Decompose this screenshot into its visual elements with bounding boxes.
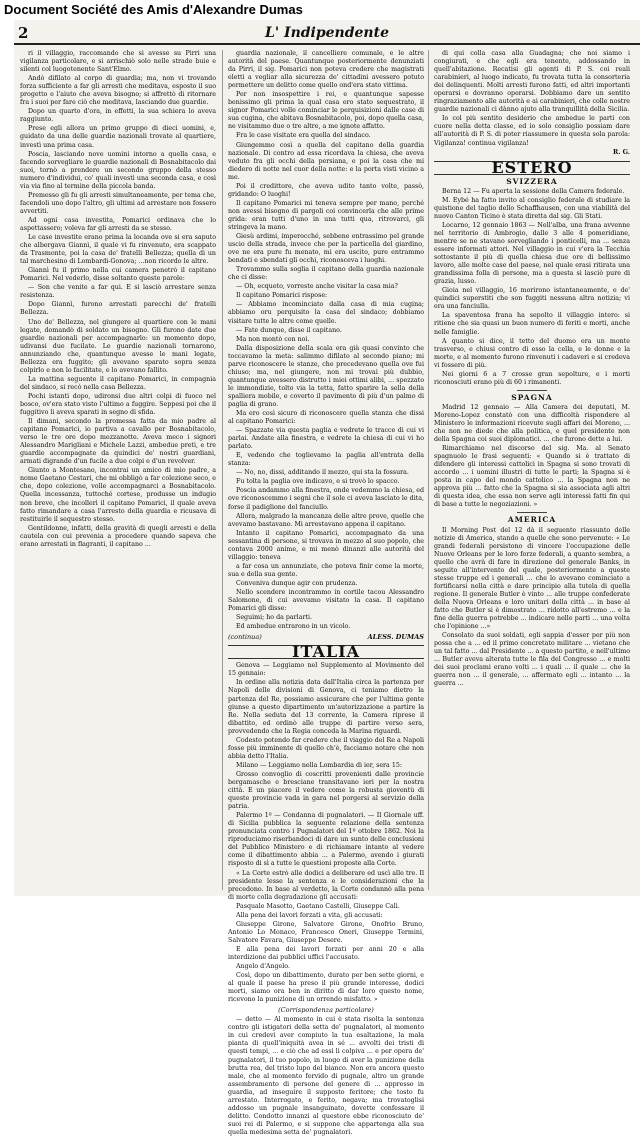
america-news	[434, 527, 630, 689]
section-heading-estero: ESTERO	[434, 161, 630, 175]
paragraph: Prese egli allora un primo gruppo di dieci uomini, e, guidato da una delle guardie nazionali trovate al quartiere, investì una prima casa.	[20, 125, 216, 149]
paragraph: Seguimi; ho da parlarti.	[236, 614, 313, 622]
paragraph: Dopo Giannì, furono arrestati parecchi de' fratelli Bellezza.	[20, 301, 216, 317]
paragraph: Berna 12 — Fu aperta la sessione della Camera federale.	[442, 187, 625, 195]
paragraph: Milano — Leggiamo nella Lombardia di ier, sera 15:	[236, 761, 402, 769]
feuilleton-continued	[228, 50, 424, 562]
newspaper-title: L' Indipendente	[265, 25, 389, 41]
feuilleton-tail	[228, 563, 424, 631]
paragraph: Fu tolta la paglia ove indicavo, e si trovò lo spacco.	[236, 478, 400, 486]
spagna-news	[434, 404, 630, 510]
paragraph: Ma non montò con noi.	[236, 335, 310, 343]
paragraph: Giuseppe Girone, Salvatore Girone, Onofrio Bruno, Antonio Lo Monaco, Francesco Oneri, Giuseppe Termini, Salvatore Favara, Giuseppe Desere.	[228, 920, 424, 944]
column-3	[434, 50, 630, 890]
paragraph: Ma ero così sicuro di riconoscere quella stanza che dissi al capitano Pomarici:	[228, 410, 424, 426]
paragraph: Poi il credittore, che aveva udito tanto volte, passò, gridando: O luoghi!	[228, 182, 424, 198]
paragraph: Trovammo sulla soglia il capitano della guardia nazionale che ci disse:	[228, 266, 424, 282]
paragraph: Così, dopo un dibattimento, durato per ben sette giorni, e al quale il paese ha preso il più grande interesse, dodici morti, siamo ora ben in diritto di dar loro questo nome, ricevono la punizione di un orrendo misfatto. »	[228, 972, 424, 1004]
page-header	[14, 22, 640, 44]
paragraph: Nei giorni 6 a 7 crosse gran sepolture, e i morti riconosciuti erano più di 60 i rimanenti.	[434, 370, 630, 386]
paragraph: guardia nazionale, il cancelliere comunale, e le altre autorità del paese. Quantunque posteriormente denunziati da Pirri, il sig. Pomarici non poteva credere che magistrati eletti a vegliar alla sicurezza de' cittadini avessero potuto permettere un delitto come quello ond'era stato vittima.	[228, 50, 424, 90]
correspondence-heading: (Corrispondenza particolare)	[278, 1006, 374, 1015]
paragraph: Gioia nel villaggio, 16 morirono istantaneamente, e de' quindici superstiti che son fuggiti nessuna altra notizia; vi era una fanciulla.	[434, 287, 630, 311]
paragraph: Il capitano Pomarici mi teneva sempre per mano, perché non avessi bisogno di pargoli coi convincerla che alle prime grida: eran tutti d'uno in una tutti qua, ritrovarci, gli stringeva la mano.	[228, 199, 424, 231]
paragraph: — Oh, ecqueto, vorreste anche visitar la casa mia?	[236, 283, 398, 291]
paragraph: Poscia, lasciando nove uomini intorno a quella casa, e facendo sorvegliare le guardie nazionali di Bosnabitacolo dai suoi, tornò a prendere un secondo gruppo della stesso numero d'individui, co' quali investì una seconda casa, e così via via fino al termine della piccola banda.	[20, 150, 216, 190]
paragraph: Il dimani, secondo la promessa fatta da mio padre al capitano Pomarici, io partiva a cavallo per Bosnabitacolo, verso le tre ore dopo mezzanotte. Aveva meco i signori Alessandro Marigliani e Michele Lazzi, ambedue preti, e tre guardie accompagnate da quindici de' nostri guardiani, armati digrande d'un fucile a due colpi e d'un revolver.	[20, 418, 216, 466]
paragraph: Io col più sentito desiderio che ambedue le parti con cuore nella detta classe, ed io solo consiglio possiam dare all'autorità di P. S. di poter riassumere in questa sola parola: Vigilanza! continua vigilanza!	[434, 115, 630, 147]
paragraph: Gentildonne, infatti, della gravità di quegli arresti e della cautela con cui prevenia a procedere quando sapeva che erano arrestati in flagranti, il capitano ...	[20, 524, 216, 548]
paragraph: Giannì fu il primo nella cui camera penetrò il capitano Pomarici. Nel vederlo, disse soltanto queste parole:	[20, 267, 216, 283]
paragraph: Rimarchiamo nel discorso del sig. Ma. al Senato spagnuolo le frasi seguenti: « Quando si è trattato di difendere gli interessi cattolici in Spagna si sono trovati di accordo ... i uomini illustri di tutte le parti; la Spagna si è posta in capo del mondo cattolico ... la Spagna non ne approva più ... fatto che la Spagna si sia associata agli altri di questa idea, che essa non serve agli interessi fatti fin qui di base a tutte le negoziazioni. »	[434, 445, 630, 509]
paragraph: Per non insospettire i rei, e quantunque sapesse benissimo gli prima la qual casa ero stato sequestrato, il signor Pomarici volle cominciar le perquisizioni dalle case di sua cugina, che abitava Bosnabitacolo, poi, dopo quella casa, ne visitammo due o tre altre, a me ignote affatto.	[228, 91, 424, 131]
feuilleton-signature	[228, 633, 424, 641]
paragraph: Madrid 12 gennaio — Alla Camera dei deputati, M. Moreno-Lopez constatò con una difficoltà rispondere al Ministero le informazioni ricevute sugli affari dei Moreno, ... che non ne diede che alla politica, e quel presidente non della Spagna coi suoi diplomatici. ... che furono dette a lui.	[434, 403, 630, 444]
subheading-america: AMERICA	[507, 515, 557, 525]
paragraph: Giesù ardimi, imperocché, sebbene entrassimo pel grande uscio della strada, invece che per la particella del giardino, ove ne era pure fu menato, mi era uscito, pure entrammo bendati e sbendati gli occhi, riconosceva i luoghi.	[228, 233, 424, 265]
italia-signature: R. G.	[613, 148, 630, 156]
watermark-text: Document Société des Amis d'Alexandre Dumas	[4, 2, 303, 17]
paragraph: Andò difilato al corpo di guardia; ma, non vi trovando forza sufficiente a far gli arresti che meditava, esposto il suo progetto e l'aiuto che aveva bisogno; si affrettò di ritornare fra i suoi per fare ciò che meditava, lasciando due guardie.	[20, 75, 216, 107]
section-heading-italia: ITALIA	[228, 645, 424, 659]
paragraph: La mattina seguente il capitano Pomarici, in compagnia del sindaco, si recò nella casa Bellezza.	[20, 375, 216, 391]
paragraph: Palermo 1º — Condanna di pugnalatori. — Il Giornale uff. di Sicilia pubblica la seguente relazione della sentenza pronunciata contro i Pugnalatori del 1º ottobre 1862. Noi la riproduciamo riserbandoci di dare un sunto delle conclusioni del Pubblico Ministero e di richiamare intanto al vedere come il dibattimento abbia ... a Palermo, avendo i giurati risposto di sì a tutte le questioni proposte alla Corte.	[228, 812, 424, 868]
paragraph: Pasquale Masotto, Gaetano Castelli, Giuseppe Calì.	[236, 902, 400, 910]
paragraph: « La Corte estrò alle dodici a deliberare ed uscì alle tre. Il presidente lesse la sentenza e le considerazioni che la precedono. In base al verdetto, la Corte condannò alla pena di morte colla degradazione gli accusati:	[228, 869, 424, 901]
paragraph: — Abbiamo incominciato dalla casa di mia cugina; abbiamo oru perquisito la casa del sindaco; dobbiamo visitare tutte le altre come quelle.	[228, 301, 424, 325]
paragraph: Ed ambedue entrarono in un vicolo.	[236, 623, 351, 631]
paragraph: Il Morning Post del 12 dà il seguente riassunto delle notizie di America, stando a quelle che sono pervenute: « Le grandi federali persistono di vincere l'occupazione delle Nuove Orleans per le loro forze federali, a quanto sembra, a quello che avrà di fare in direzione del generale Banks, in seguito all'intervento del quale, posteriormente a queste stesse truppe ed i generali ... che lo avevano cominciato a fortificarsi nella città e dare principio alla tutela di quella regione. Il generale Butler è vinto ... alle truppe confederate della Nuova Orleans e loro unitari della città ... in base al fatto che Butler si è dimostrato ... ridotto all'estremo ... e la fine della guerra potrebbe ... indicare nelle parti ... una volta che l'opinione ...»	[434, 526, 630, 631]
subheading-spagna: SPAGNA	[511, 392, 553, 402]
paragraph: a far cosa un annunziate, che poteva finir come la morte, sua e della sua gente.	[228, 562, 424, 578]
column-divider	[428, 50, 429, 890]
paragraph: — Son che venite a far qui. E si lasciò arrestare senza resistenza.	[20, 284, 216, 300]
paragraph: Grosso convoglio di coscritti provenienti dalle provincie bergamasche e bresciane transitavano ieri per la nostra città. E un piacere il vedere come la robusta gioventù di queste provincie vada in gara nel porgersi al servizio della patria.	[228, 770, 424, 811]
watermark-bar	[0, 0, 644, 22]
paragraph: Fra le case visitate era quella del sindaco.	[236, 132, 371, 140]
paragraph: Locarno, 12 gennaio 1863 — Nell'alba, una frana avvenne nel territorio di Ambrogio, dalle 3 alle 4 pomeridiane, mentre se ne stavano sorvegliando i ponticelli, ma ... senza essere informati attori. Nel villaggio in cui v'era la Tecchia sottostante il più di quella chiesa due ore di bellissimo lavoro, alle molte case del paese, nel quale erasi ritirata una grandissima folla di persone, ma a questa si lasciò pure di grazia, lusso.	[434, 221, 630, 286]
paragraph: Giungemmo così a quella del capitano della guardia nazionale. Di contro ad essa ricordava la chiesa, che aveva veduto fra gli occhi della persiana, e poi la casa che mi diedero di notte nel cuor della notte: e la porta visti vicino a me.	[228, 141, 424, 181]
paragraph: — detto — Al momento in cui è stata risolta la sentenza contro gli istigatori della setta de' pugnalatori, al momento in cui credevi aver compiuto la tua esaltazione, la mala pianta di quell'iniquità avea in sé ... avvolti dei tristi di questi tempi, ... e ciò che ad essi li colpiva ... e per opera de' pugnalatori, il tuo popolo, in luogo di aver la punizione della brutta rea, del tristo lupo del bianco. Non era ancora questo male, che al momento fervido di pugnale, altro un grande assembramento di persone del genere di ... appresso in guardia, ad inseguire il supposto feritore; che tosto fu arrestato. Interrogato, e ferito, negava; ma trovatoglisi addosso un pugnale insanguinato, dovette confessare il delitto. Condotto innanzi al questore ebbe riconosciuto de' suoi rei di Palermo, e si suppone che appartenga alla sua quella medesima setta de' pugnalatori.	[228, 1016, 424, 1136]
feuilleton-text	[20, 50, 216, 549]
paragraph: Giunto a Montesano, incontrai un amico di mio padre, a nome Gaetano Cestari, che mi obbligò a far colezione seco, e che, dopo colezione, volle accompagnarci a Bosnabitacolo. Quella incessanza, tuttoché cortese, produsse un indugio non breve, che incollerì il capitano Pomarici, il quale aveva fatto rimandare a casa l'arresto della guardia e ricusava di restituirle il sequestro stesso.	[20, 467, 216, 523]
paragraph: — Spazzate via questa paglia e vedrete le tracce di cui vi parlai. Andate alla finestra, e vedrete la chiesa di cui vi ho parlato.	[228, 427, 424, 451]
paragraph: — Fate dunque, disse il capitano.	[236, 326, 342, 334]
paragraph: Consolato da suoi soldati, egli sappia d'esser per più non possa che a ... ed il primo concretato militare ... vietano che un tal fatto ... dal Presidente ... a questo partito, e nell'ultimo ... Butler aveva alterata tutte le fila del Congresso ... e molti dei suoi proclami erano volti ... i quali ... il quale ... che la guerra non ... il generale, ... affermato egli ... intanto ... la guerra ...	[434, 632, 630, 688]
paragraph: Genova — Leggiamo nel Supplemento al Movimento del 15 gennaio:	[228, 662, 424, 678]
paragraph: Conveniva dunque agir con prudenza.	[236, 579, 358, 587]
correspondence-text	[228, 1016, 424, 1137]
paragraph: E alla pena dei lavori forzati per anni 20 e alla interdizione dai pubblici uffici l'accusato.	[228, 945, 424, 961]
paragraph: La spaventosa frana ha sepolto il villaggio intero: si ritiene che sia quasi un buon numero di feriti e morti, anche nelle famiglie.	[434, 312, 630, 336]
paragraph: Dopo un quarto d'ora, in effetti, la sua schiera lo aveva raggiunto.	[20, 108, 216, 124]
subheading-svizzera: SVIZZERA	[506, 176, 558, 186]
paragraph: Poscia andammo alla finestra, onde vedemmo la chiesa, ed ove riconoscemmo i segni che il sole ci aveva lasciato le dita, forse il padiglione del fanciullo.	[228, 487, 424, 511]
paragraph: E, vedendo che toglievamo la paglia all'entrata della stanza:	[228, 452, 424, 468]
paragraph: Intanto il capitano Pomarici, accompagnato da una sessantina di persone, si trovava in mezzo al suo popolo, che contava 2000 anime, e mi menò dinanzi alle autorità del villaggio: teneva	[228, 529, 424, 561]
paragraph: Uno de' Bellezza, nel giungere al quartiere con le mani legate, domandò di soldato un bisogno. Gli furono date due guardie nazionali per accompagnarlo: un momento dopo, udivansi due fucilate. Le guardie nazionali tornarono, annunziando che, quantunque avesse le mani legate, Bellezza era fuggito; gli avevano sparato sopra senza colpirlo e non lo facilitate, e lo avevano fallito.	[20, 318, 216, 374]
paragraph: di qui colla casa alla Guadagna; che noi siamo i congiurati, e che egli era tenente, addossando in quell'abitazione. Recatisi gli agenti di P. S. coi reali carabinieri, al luogo indicato, fu trovata tutta la consorteria dei delinquenti. Molti arresti furono fatti, ed altri importanti operarsi e dovranno operarsi. Dobbiamo dare un sentito ringraziamento alle autorità e ai carabinieri, che colle nostre guardie nazionali ci dànno ajuto alla tranquillità della Sicilia.	[434, 50, 630, 114]
page-number: 2	[18, 24, 29, 42]
paragraph: M. Eybé ha fatto invito al consiglio federale di studiare la quistione del taglio dello Schaffhausen, con una viabilità del nuovo Canton Ticino è stata diretta dal sig. Gli Stati.	[434, 196, 630, 220]
paragraph: Codesto potendo far credere che il viaggio del Re a Napoli fosse più imminente di quello ch'è, facciamo notare che non abbia detto l'Italia.	[228, 736, 424, 760]
italia-news	[228, 662, 424, 1004]
paragraph: Alla pena dei lavori forzati a vita, gli accusati:	[236, 911, 383, 919]
paragraph: Dalla disposizione della scala era già quasi convinto che toccavamo la meta: salimmo difilato al secondo piano; mi parve riconoscere le stanze, che precedevano quella ove fui chiuso; ma, nel giungere, non mi trovai più dubbio, quantunque avessero distrutto i miei ottimi alibi, ... spezzato le immondizie, tolto via la tetta, fatto sparire la sella della spalliera mobile, e coverto il pavimento di più d'un palmo di paglia di grano.	[228, 344, 424, 408]
paragraph: Pochi istanti dopo, udironsi due altri colpi di fuoco nel bosco, ov'era stato visto l'ultimo a fuggire. Seppesi poi che il fuggitivo li aveva sparati in segno di sfida.	[20, 392, 216, 417]
paragraph: Il capitano Pomarici rispose:	[236, 292, 328, 300]
column-2	[228, 50, 424, 1136]
paragraph: Allora, malgrado la mancanza delle altre prove, quelle che avevamo bastavano. Mi arrestavano appena il capitano.	[228, 512, 424, 528]
paragraph: Nello scendere incontrammo in cortile tacou Alessandro Salomone, di cui avevamo visitato la casa. Il capitano Pomarici gli disse:	[228, 589, 424, 613]
author-name: ALESS. DUMAS	[367, 633, 424, 642]
paragraph: ri il villaggio, raccomando che si avesse su Pirri una vigilanza particolare, e si arrischiò solo nelle strade buie e silenti col luogotenente Sant'Elmo.	[20, 50, 216, 74]
paragraph: — No, no, dissi, additando il mezzo, qui sta la fossura.	[236, 469, 409, 477]
paragraph: Le case investite erano prima la locanda ove si era saputo che albergava Giannì, il quale vi fu rinvenuto, era scappato da Trasmonte, poi la casa de' fratelli Bellezza; quella di un tal marchesino di Lombardi-Gonova; ...non ricordo le altre.	[20, 234, 216, 266]
paragraph: Angelo d'Angelo.	[236, 963, 290, 971]
column-1	[20, 50, 216, 890]
italia-news-continued	[434, 50, 630, 148]
newspaper-page	[14, 20, 640, 1136]
paragraph: Ad ogni casa investita, Pomarici ordinava che lo aspettassero; voleva far gli arresti da se stesso.	[20, 216, 216, 232]
svizzera-news	[434, 188, 630, 387]
header-rule	[14, 43, 640, 45]
paragraph: A quanto si dice, il tetto del duomo era un monte trasverso, e chiusi contro di esso la cella, e le donne e la morte, e al momento furono rinvenuti i cadaveri e si credeva vi fossero di più.	[434, 337, 630, 369]
continua-label: (continua)	[228, 633, 262, 642]
column-divider	[222, 50, 223, 890]
separator-rule	[517, 512, 547, 513]
paragraph: Premesso gli fu gli arresti simultaneamente, per tema che, facendoli uno dopo l'altro, gli ultimi ad arrestare non fossero avvertiti.	[20, 191, 216, 215]
paragraph: In ordine alla notizia data dall'Italia circa la partenza per Napoli delle divisioni di Genova, ci teniamo dietro la partenza del Re, possiamo assicurare che per l'ultima gente giunse a questo dipartimento un'autorizzazione a partire la Re. Nella seduta del 13 corrente, la Camera riprese il dibattito, ed ordinò alle truppe di partire verso sera, provvedendo che la Regia conceda la Marina riguardi.	[228, 679, 424, 735]
separator-rule	[517, 390, 547, 391]
